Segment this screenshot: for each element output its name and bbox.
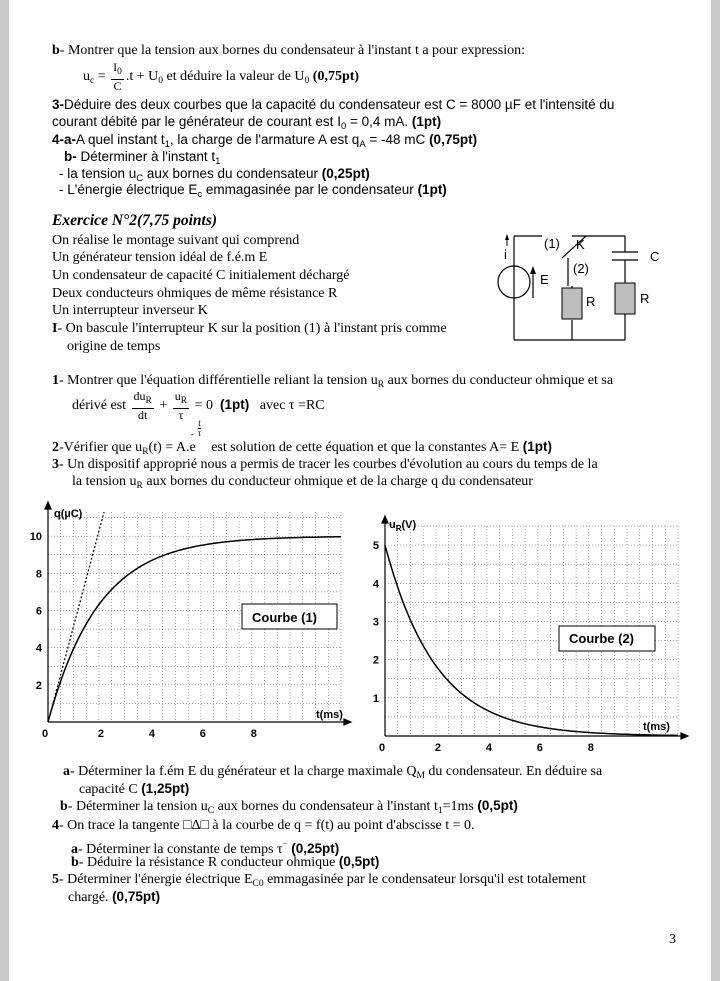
question-4a: 4-a-A quel instant $t_1$, la charge de l'armature A est $q_A = -48$ mC (0,75pt) [52, 132, 478, 150]
question-a-line1: a- Déterminer la f.ém E du générateur et la charge maximale $Q_M$ du condensateur. En déduire sa [63, 764, 603, 781]
part-I-line1: I- On bascule l'interrupteur K sur la position (1) à l'instant pris comme [52, 321, 447, 336]
y-tick-label: 6 [35, 605, 42, 618]
y-tick-label: 2 [372, 654, 379, 667]
chart-q-vs-t [28, 500, 358, 750]
x-tick-label: 0 [41, 728, 49, 740]
resistor-2 [615, 283, 635, 314]
question-4b: b- Déterminer à l'instant $t_1$ [64, 149, 221, 167]
legend-label: Courbe (1) [252, 610, 317, 625]
x-tick-label: 0 [378, 742, 386, 754]
x-tick-label: 6 [536, 742, 543, 754]
uc-expression: $u_c$ = $\frac{I_0}{C}$ $.t + U_0$ et déduire la valeur de $U_0$ (0,75pt) [83, 60, 360, 93]
question-1-equation: dérivé est $\frac{du_R}{dt}$ + $\frac{u_R}{\tau}$ = 0 (1pt) avec τ =RC [72, 388, 325, 422]
x-axis-arrow [681, 733, 688, 739]
x-tick-label: 2 [97, 728, 105, 740]
question-4b: b- Déduire la résistance R conducteur ohmique (0,5pt) [71, 854, 380, 870]
x-tick-label: 8 [250, 728, 257, 740]
switch-position-1-label: (1) [544, 236, 560, 251]
x-tick-label: 4 [148, 728, 155, 740]
y-tick-label: 8 [35, 568, 42, 581]
x-tick-label: 4 [485, 742, 492, 754]
x-axis-label: t(ms) [316, 709, 343, 721]
question-3-line1: 3- Un dispositif approprié nous a permis de tracer les courbes d'évolution au cours du temps de la [52, 457, 598, 472]
y-axis-label: q(µC) [54, 508, 83, 520]
resistor-1 [562, 288, 582, 319]
list-item: Un générateur tension idéal de f.é.m E [52, 250, 268, 265]
question-3-line2: la tension $u_R$ aux bornes du conducteur ohmique et de la charge q du condensateur [72, 474, 533, 491]
y-tick-label: 1 [372, 692, 379, 705]
y-tick-label: 4 [372, 578, 379, 591]
question-3-line2: courant débité par le générateur de courant est $I_0 = 0,4$ mA. (1pt) [52, 114, 442, 132]
question-4: 4- On trace la tangente □Δ□ à la courbe de q = f(t) au point d'abscisse t = 0. [52, 818, 475, 833]
y-axis-arrow [382, 516, 388, 523]
question-b: b- Déterminer la tension $u_C$ aux bornes du condensateur à l'instant $t_1=1ms$ (0,5pt) [60, 798, 518, 816]
tangent-line [48, 512, 104, 722]
current-label: i [504, 247, 507, 262]
chart-ur-vs-t [365, 512, 695, 762]
switch-position-2-label: (2) [573, 261, 589, 276]
resistor-1-label: R [586, 294, 596, 309]
x-tick-label: 8 [587, 742, 594, 754]
page-edge-right [711, 0, 720, 981]
question-a-line2: capacité C (1,25pt) [79, 781, 190, 797]
resistor-2-label: R [640, 291, 650, 306]
x-tick-label: 6 [199, 728, 206, 740]
circuit-diagram [490, 228, 680, 348]
capacitor-label: C [650, 249, 660, 264]
y-tick-label: 3 [372, 616, 379, 629]
y-tick-label: 5 [372, 540, 379, 553]
list-item: Deux conducteurs ohmiques de même résistance R [52, 286, 338, 301]
legend-label: Courbe (2) [569, 631, 634, 646]
y-tick-label: 10 [29, 531, 42, 544]
page-number: 3 [669, 932, 676, 947]
part-I-line2: origine de temps [67, 339, 161, 354]
question-b-line: b- Montrer que la tension aux bornes du condensateur à l'instant t a pour expression: [52, 43, 525, 58]
question-4b-item2: - L'énergie électrique $E_c$ emmagasinée par le condensateur (1pt) [59, 182, 447, 200]
list-item: Un condensateur de capacité C initialement déchargé [52, 268, 350, 283]
y-axis-arrow [45, 502, 51, 509]
y-tick-label: 4 [35, 642, 42, 655]
y-tick-label: 2 [35, 679, 42, 692]
x-tick-label: 2 [434, 742, 442, 754]
question-4b-item1: - la tension $u_C$ aux bornes du condensateur (0,25pt) [59, 166, 370, 184]
question-3-line1: 3-Déduire des deux courbes que la capacité du condensateur est C = 8000 µF et l'intensité du [52, 97, 615, 112]
switch-label: K [576, 237, 585, 252]
question-2: 2-Vérifier que $u_R(t) = A.e$ - t τ est solution de cette équation et que la constantes A= E (1pt) [52, 418, 552, 457]
exercise-2-title: Exercice N°2(7,75 points) [52, 212, 218, 229]
question-5-line1: 5- Déterminer l'énergie électrique $E_{C0}$ emmagasinée par le condensateur lorsqu'il est totalement [52, 872, 587, 889]
y-axis-label: $u_R(V)$ [389, 519, 417, 533]
page-edge-left [0, 0, 9, 981]
question-5-line2: chargé. (0,75pt) [68, 889, 161, 905]
x-axis-label: t(ms) [643, 721, 670, 733]
question-4a: a- Déterminer la constante de temps τ− (0,25pt) [71, 838, 340, 857]
question-1-line1: 1- Montrer que l'équation différentielle reliant la tension $u_R$ aux bornes du conducteur ohmique et sa [52, 373, 614, 390]
x-axis-arrow [344, 719, 351, 725]
exercise-2-intro: On réalise le montage suivant qui comprend [52, 233, 300, 248]
emf-label: E [540, 272, 549, 287]
list-item: Un interrupteur inverseur K [52, 303, 208, 318]
